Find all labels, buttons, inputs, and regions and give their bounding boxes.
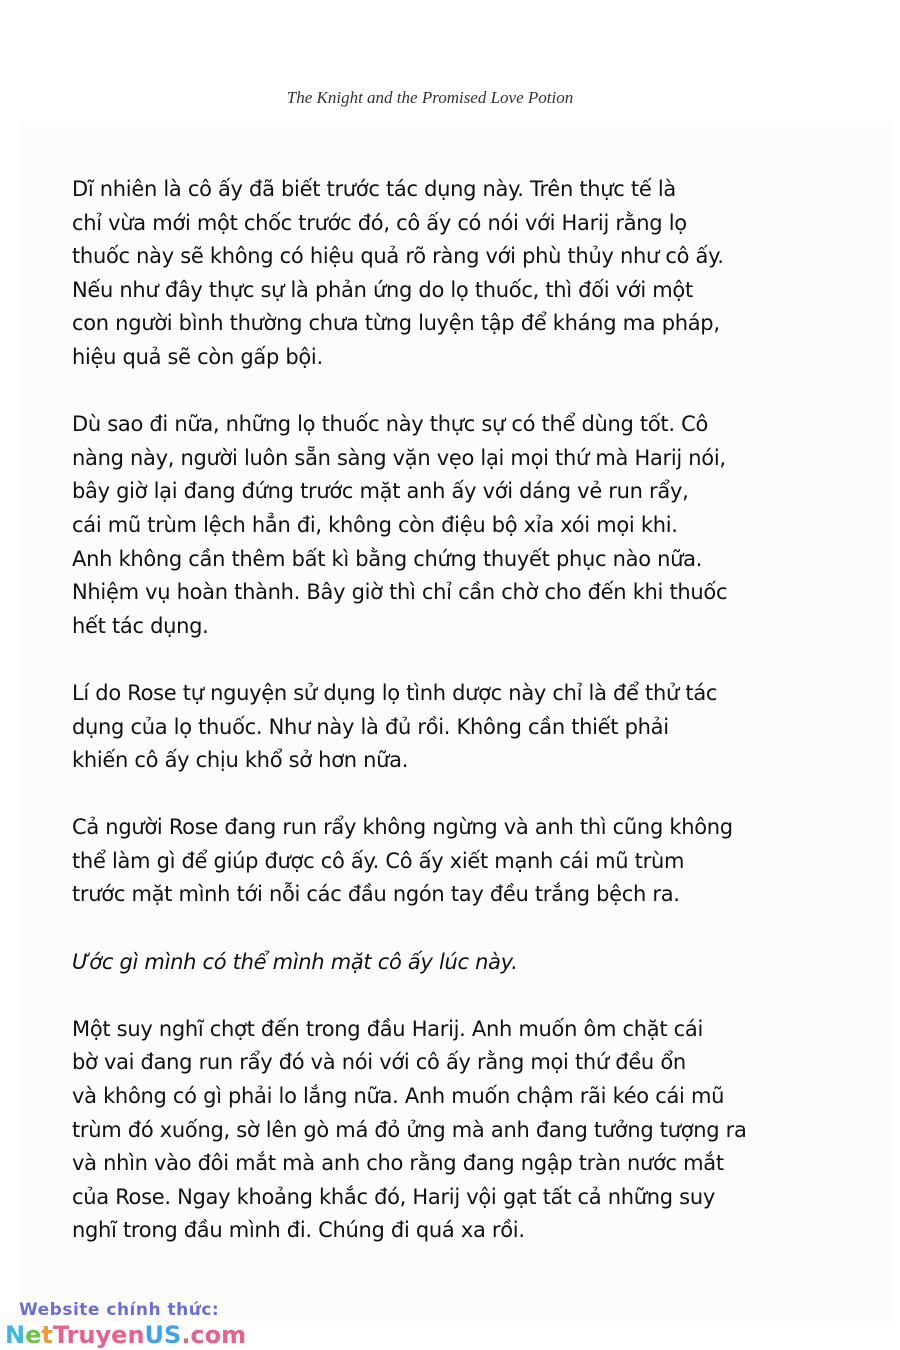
text-line: thuốc này sẽ không có hiệu quả rõ ràng với phù thủy như cô ấy.: [72, 244, 724, 269]
text-line: dụng của lọ thuốc. Như này là đủ rồi. Không cần thiết phải: [72, 714, 669, 739]
text-line: chỉ vừa mới một chốc trước đó, cô ấy có nói với Harij rằng lọ: [72, 210, 687, 235]
text-line: Một suy nghĩ chợt đến trong đầu Harij. Anh muốn ôm chặt cái: [72, 1016, 704, 1041]
brand-part: e: [25, 1321, 42, 1349]
brand-part: Truyen: [52, 1321, 145, 1349]
text-line: và nhìn vào đôi mắt mà anh cho rằng đang ngập tràn nước mắt: [72, 1151, 724, 1176]
text-line: Nếu như đây thực sự là phản ứng do lọ thuốc, thì đối với một: [72, 277, 693, 302]
italic-thought-paragraph: [72, 946, 872, 980]
text-line: bây giờ lại đang đứng trước mặt anh ấy với dáng vẻ run rẩy,: [72, 479, 689, 504]
text-line: Nhiệm vụ hoàn thành. Bây giờ thì chỉ cần chờ cho đến khi thuốc: [72, 580, 728, 605]
paragraph: [72, 677, 872, 778]
text-line: Cả người Rose đang run rẩy không ngừng và anh thì cũng không: [72, 815, 733, 840]
text-line: nàng này, người luôn sẵn sàng vặn vẹo lại mọi thứ mà Harij nói,: [72, 445, 726, 470]
text-line: nghĩ trong đầu mình đi. Chúng đi quá xa rồi.: [72, 1218, 525, 1243]
text-line: Anh không cần thêm bất kì bằng chứng thuyết phục nào nữa.: [72, 546, 703, 571]
text-line: con người bình thường chưa từng luyện tập để kháng ma pháp,: [72, 311, 720, 336]
text-line: Dù sao đi nữa, những lọ thuốc này thực sự có thể dùng tốt. Cô: [72, 412, 709, 437]
text-line: bờ vai đang run rẩy đó và nói với cô ấy rằng mọi thứ đều ổn: [72, 1050, 686, 1075]
text-line: trùm đó xuống, sờ lên gò má đỏ ửng mà anh đang tưởng tượng ra: [72, 1117, 747, 1142]
text-line: Ước gì mình có thể mình mặt cô ấy lúc này.: [72, 949, 518, 974]
brand-part: N: [5, 1321, 26, 1349]
site-watermark: [5, 1300, 246, 1350]
text-line: cái mũ trùm lệch hẳn đi, không còn điệu bộ xỉa xói mọi khi.: [72, 512, 678, 537]
brand-part: t: [41, 1321, 53, 1349]
paragraph: [72, 1013, 872, 1248]
text-line: thể làm gì để giúp được cô ấy. Cô ấy xiết mạnh cái mũ trùm: [72, 848, 685, 873]
text-line: trước mặt mình tới nỗi các đầu ngón tay đều trắng bệch ra.: [72, 882, 680, 907]
paragraph: [72, 408, 872, 643]
text-line: Dĩ nhiên là cô ấy đã biết trước tác dụng này. Trên thực tế là: [72, 177, 676, 201]
running-header: The Knight and the Promised Love Potion: [286, 88, 574, 107]
text-line: hiệu quả sẽ còn gấp bội.: [72, 344, 323, 369]
text-line: hết tác dụng.: [72, 613, 209, 638]
chapter-body: [72, 173, 872, 1282]
brand-part: US: [144, 1321, 182, 1349]
watermark-brand[interactable]: [5, 1320, 246, 1350]
paragraph: [72, 811, 872, 912]
text-line: Lí do Rose tự nguyện sử dụng lọ tình dược này chỉ là để thử tác: [72, 680, 718, 705]
paragraph: [72, 173, 872, 375]
text-line: và không có gì phải lo lắng nữa. Anh muốn chậm rãi kéo cái mũ: [72, 1084, 725, 1109]
brand-part: .com: [181, 1321, 247, 1349]
text-line: khiến cô ấy chịu khổ sở hơn nữa.: [72, 748, 409, 773]
text-line: của Rose. Ngay khoảng khắc đó, Harij vội gạt tất cả những suy: [72, 1184, 715, 1209]
watermark-label: Website chính thức:: [19, 1300, 220, 1320]
